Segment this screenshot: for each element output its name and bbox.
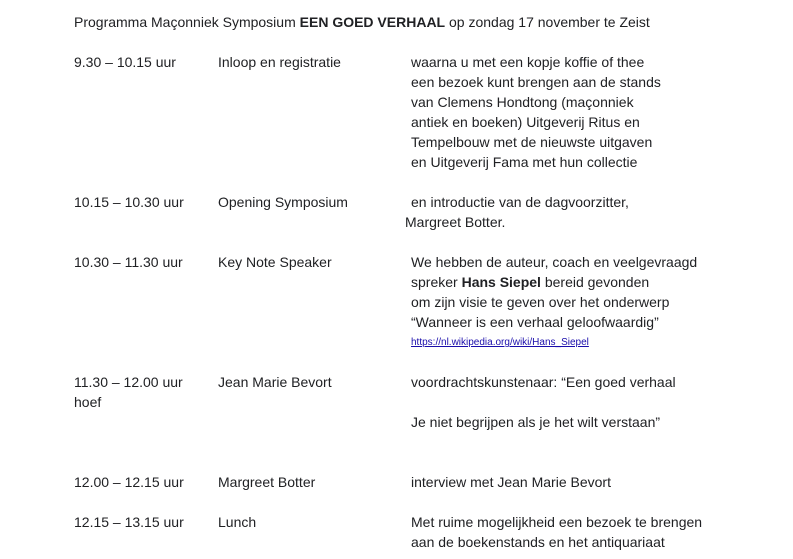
activity: Inloop en registratie [218,54,341,70]
speaker-name: Hans Siepel [461,274,541,290]
wikipedia-link[interactable]: https://nl.wikipedia.org/wiki/Hans_Siepel [411,337,589,348]
description-line: Margreet Botter. [405,214,506,230]
description-line: “Wanneer is een verhaal geloofwaardig” [411,314,659,330]
activity: Key Note Speaker [218,254,332,270]
description-line: voordrachtskunstenaar: “Een goed verhaal [411,374,676,390]
description-line: van Clemens Hondtong (maçonniek [411,94,634,110]
activity: Margreet Botter [218,474,316,490]
time-slot: 12.00 – 12.15 uur [74,474,184,490]
description-line: Met ruime mogelijkheid een bezoek te brengen [411,514,703,530]
title-prefix: Programma Maçonniek Symposium [74,14,300,30]
description-line: waarna u met een kopje koffie of thee [411,54,645,70]
time-slot: 10.15 – 10.30 uur [74,194,184,210]
description-text: spreker [411,274,462,290]
time-slot: 9.30 – 10.15 uur [74,54,176,70]
activity: Jean Marie Bevort [218,374,332,390]
description-line: Je niet begrijpen als je het wilt verstaan” [411,414,661,430]
description-line: Tempelbouw met de nieuwste uitgaven [411,134,653,150]
activity: Lunch [218,514,257,530]
time-slot: 12.15 – 13.15 uur [74,514,184,530]
document-title [74,12,650,32]
description-line [411,272,649,292]
description-line: interview met Jean Marie Bevort [411,474,611,490]
description-line: om zijn visie te geven over het onderwerp [411,294,670,310]
description-text: bereid gevonden [540,274,650,290]
activity: Opening Symposium [218,194,348,210]
description-line: en introductie van de dagvoorzitter, [411,194,629,210]
description-line: aan de boekenstands en het antiquariaat [411,534,665,550]
time-slot: 10.30 – 11.30 uur [74,254,183,270]
description-line: antiek en boeken) Uitgeverij Ritus en [411,114,640,130]
time-slot-overflow: hoef [74,394,102,410]
title-suffix: op zondag 17 november te Zeist [445,14,650,30]
title-bold: EEN GOED VERHAAL [299,14,446,30]
description-line: We hebben de auteur, coach en veelgevraagd [411,254,698,270]
description-line: en Uitgeverij Fama met hun collectie [411,154,638,170]
time-slot: 11.30 – 12.00 uur [74,374,183,390]
description-line: een bezoek kunt brengen aan de stands [411,74,661,90]
